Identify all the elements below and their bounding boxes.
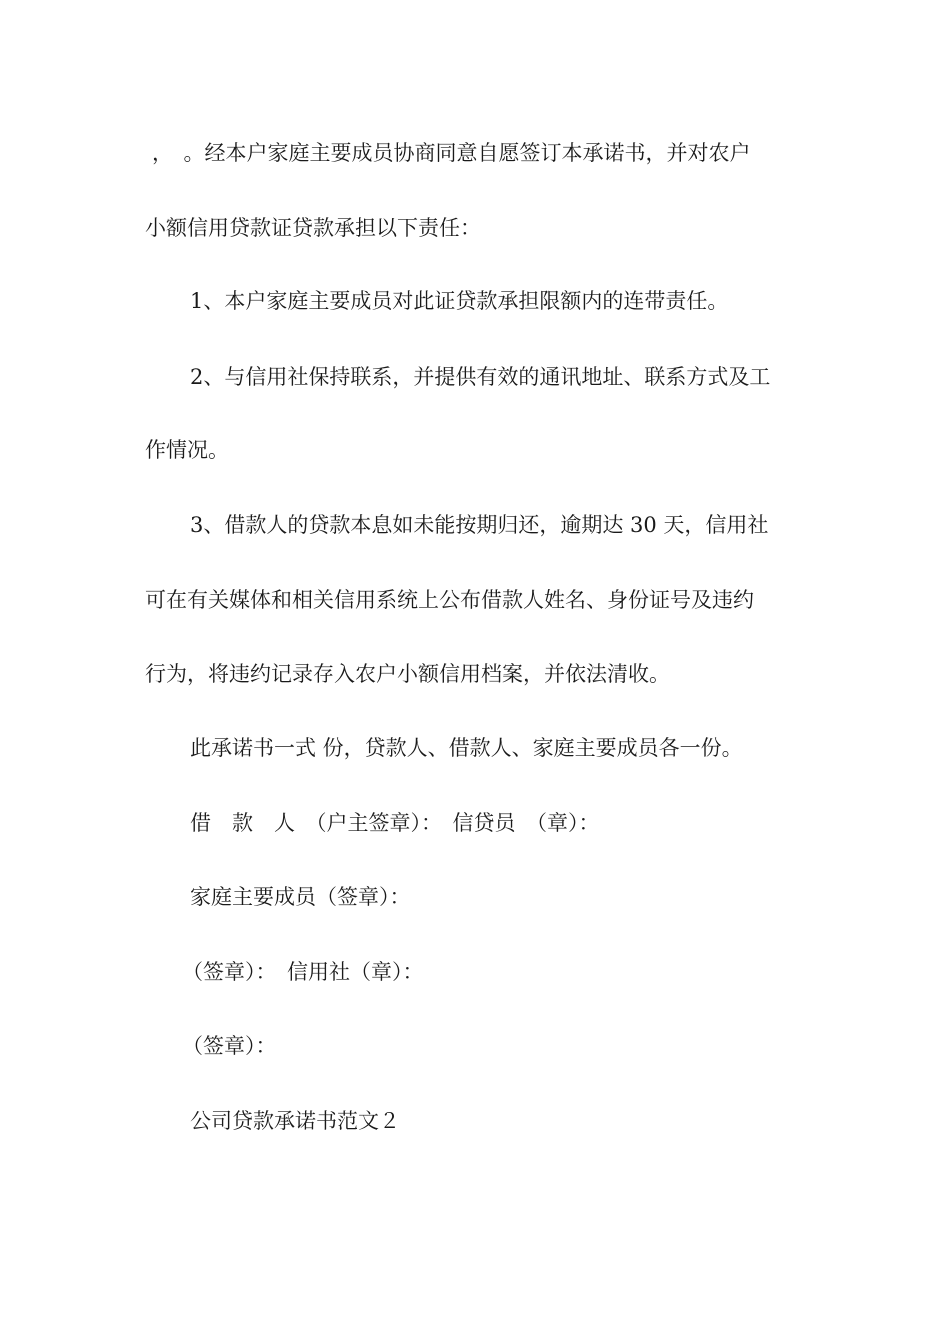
section-heading: 公司贷款承诺书范文２ — [190, 1109, 400, 1133]
clause-3-line-3: 行为，将违约记录存入农户小额信用档案，并依法清收。 — [145, 662, 670, 686]
paragraph-intro-line-1: ， 。经本户家庭主要成员协商同意自愿签订本承诺书，并对农户 — [152, 141, 751, 165]
signature-extra-line: （签章）： — [182, 1034, 277, 1058]
clause-3-line-2: 可在有关媒体和相关信用系统上公布借款人姓名、身份证号及违约 — [145, 588, 754, 612]
signature-family-line: 家庭主要成员（签章）： — [190, 885, 411, 909]
copies-statement: 此承诺书一式 份，贷款人、借款人、家庭主要成员各一份。 — [190, 736, 743, 760]
clause-1: 1、本户家庭主要成员对此证贷款承担限额内的连带责任。 — [190, 289, 729, 313]
clause-2-line-2: 作情况。 — [145, 438, 229, 462]
paragraph-intro-line-2: 小额信用贷款证贷款承担以下责任： — [145, 216, 481, 240]
clause-3-line-1: 3、借款人的贷款本息如未能按期归还，逾期达 30 天，信用社 — [190, 513, 769, 537]
signature-borrower-line: 借 款 人 （户主签章）： 信贷员 （章）： — [190, 811, 600, 835]
clause-2-line-1: 2、与信用社保持联系，并提供有效的通讯地址、联系方式及工 — [190, 365, 771, 389]
signature-coop-line: （签章）： 信用社（章）： — [182, 960, 424, 984]
